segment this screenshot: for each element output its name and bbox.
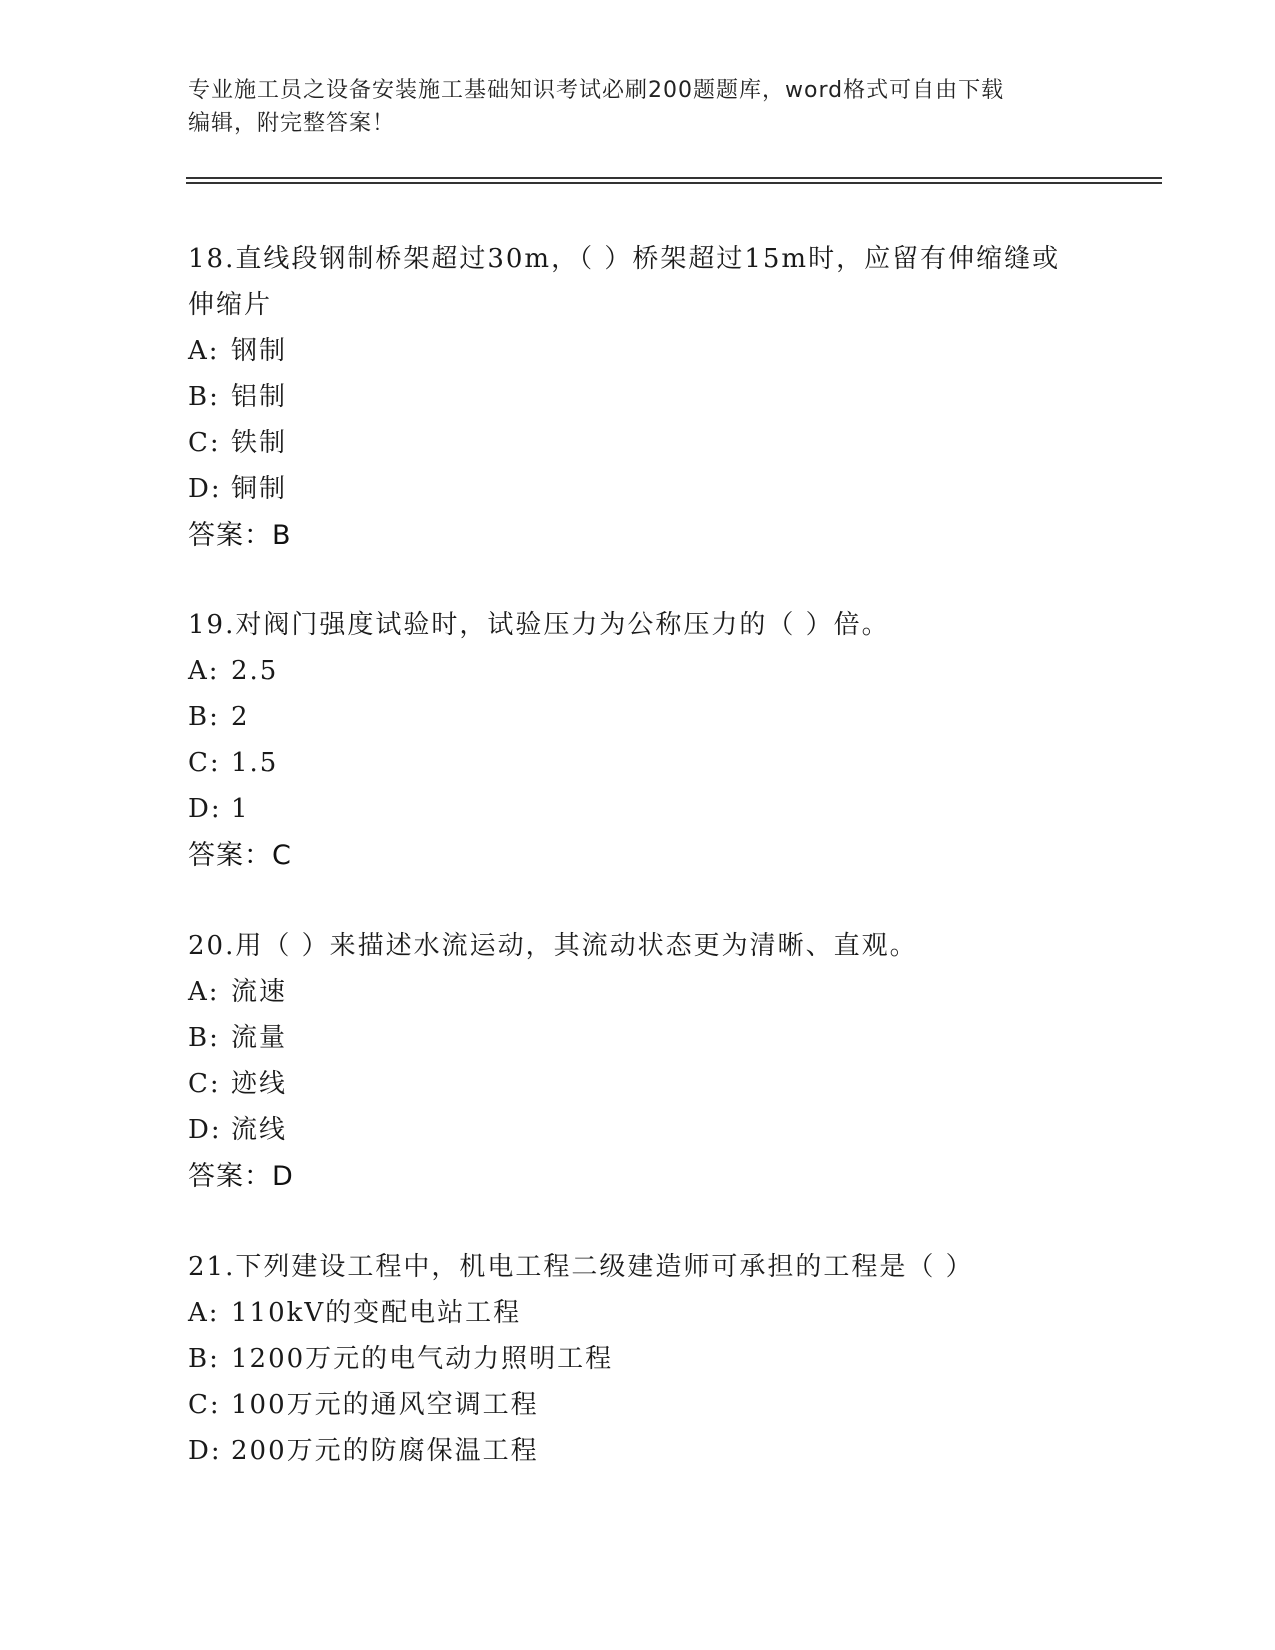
answer-line: 答案：B xyxy=(188,520,292,551)
option-letter: D: xyxy=(188,1436,222,1466)
option-d xyxy=(188,466,1088,512)
option-b xyxy=(188,374,1088,420)
option-d xyxy=(188,786,1088,832)
option-b xyxy=(188,694,1088,740)
option-text: 110kV的变配电站工程 xyxy=(231,1298,522,1328)
option-d xyxy=(188,1428,1088,1474)
option-text: 2.5 xyxy=(231,656,279,686)
option-letter: C: xyxy=(188,748,221,778)
option-a xyxy=(188,1290,1088,1336)
option-letter: D: xyxy=(188,794,222,824)
question-text: 19.对阀门强度试验时，试验压力为公称压力的（ ）倍。 xyxy=(188,610,890,640)
document-header xyxy=(188,74,1088,140)
option-c xyxy=(188,420,1088,466)
option-d xyxy=(188,1107,1088,1153)
option-c xyxy=(188,1061,1088,1107)
question-20 xyxy=(188,923,1088,1201)
option-text: 铝制 xyxy=(231,382,288,412)
question-text: 20.用（ ）来描述水流运动，其流动状态更为清晰、直观。 xyxy=(188,931,918,961)
option-text: 流速 xyxy=(231,977,288,1007)
option-text: 迹线 xyxy=(231,1069,288,1099)
option-c xyxy=(188,740,1088,786)
answer-line: 答案：D xyxy=(188,1161,294,1192)
option-letter: A: xyxy=(188,336,220,366)
option-text: 100万元的通风空调工程 xyxy=(231,1390,539,1420)
question-text: 18.直线段钢制桥架超过30m，（ ）桥架超过15m时，应留有伸缩缝或 xyxy=(188,244,1061,274)
option-letter: B: xyxy=(188,382,220,412)
answer-line: 答案：C xyxy=(188,840,292,871)
option-text: 1 xyxy=(231,794,250,824)
header-line-1: 专业施工员之设备安装施工基础知识考试必刷200题题库，word格式可自由下载 xyxy=(188,78,1005,103)
option-b xyxy=(188,1015,1088,1061)
option-c xyxy=(188,1382,1088,1428)
question-text-continued: 伸缩片 xyxy=(188,290,273,320)
option-text: 流量 xyxy=(231,1023,288,1053)
option-letter: B: xyxy=(188,1344,220,1374)
option-letter: A: xyxy=(188,656,220,686)
header-divider-bottom xyxy=(186,182,1162,184)
question-18 xyxy=(188,236,1088,560)
option-text: 1200万元的电气动力照明工程 xyxy=(231,1344,614,1374)
header-divider-top xyxy=(186,177,1162,179)
header-line-2: 编辑，附完整答案！ xyxy=(188,111,396,136)
option-b xyxy=(188,1336,1088,1382)
option-text: 2 xyxy=(231,702,250,732)
question-text: 21.下列建设工程中，机电工程二级建造师可承担的工程是（ ） xyxy=(188,1252,974,1282)
option-letter: C: xyxy=(188,1390,221,1420)
option-letter: D: xyxy=(188,474,222,504)
option-text: 钢制 xyxy=(231,336,288,366)
question-21 xyxy=(188,1244,1088,1474)
option-a xyxy=(188,648,1088,694)
question-19 xyxy=(188,602,1088,880)
option-letter: C: xyxy=(188,428,221,458)
option-a xyxy=(188,969,1088,1015)
option-text: 铜制 xyxy=(231,474,288,504)
option-text: 200万元的防腐保温工程 xyxy=(231,1436,539,1466)
option-letter: D: xyxy=(188,1115,222,1145)
option-a xyxy=(188,328,1088,374)
option-letter: A: xyxy=(188,1298,220,1328)
option-text: 流线 xyxy=(231,1115,288,1145)
option-letter: C: xyxy=(188,1069,221,1099)
option-letter: A: xyxy=(188,977,220,1007)
option-letter: B: xyxy=(188,702,220,732)
option-letter: B: xyxy=(188,1023,220,1053)
option-text: 铁制 xyxy=(231,428,288,458)
option-text: 1.5 xyxy=(231,748,279,778)
